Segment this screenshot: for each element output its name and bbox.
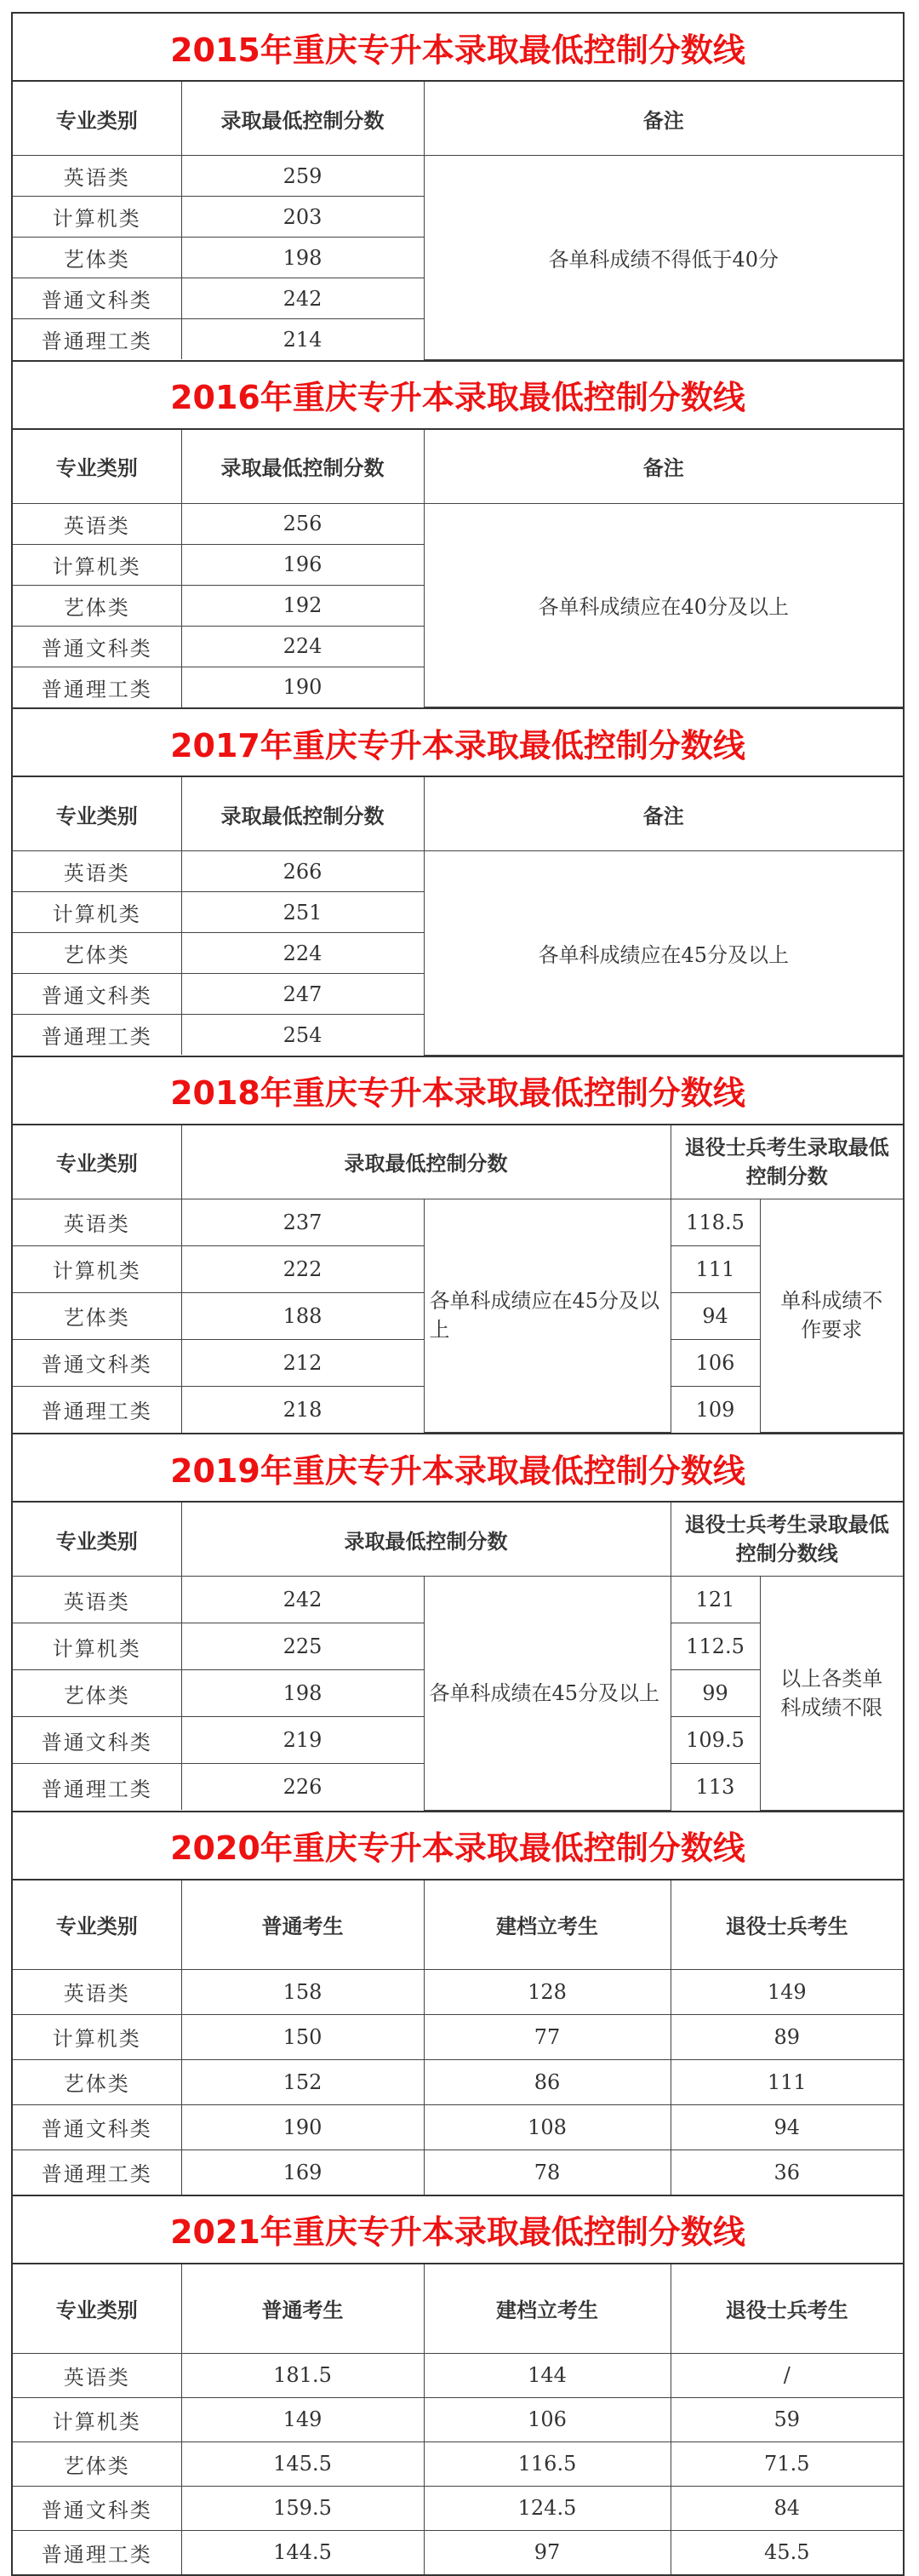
veteran-score-cell: 149 [671, 1969, 903, 2014]
filed-poor-score-cell: 97 [424, 2530, 671, 2574]
filed-poor-score-cell: 124.5 [424, 2486, 671, 2530]
header-cell: 建档立考生 [424, 1880, 671, 1970]
note-cell: 各单科成绩不得低于40分 [424, 156, 903, 360]
score-cell: 224 [181, 626, 424, 667]
veteran-score-cell: 113 [671, 1764, 760, 1811]
filed-poor-score-cell: 144 [424, 2353, 671, 2397]
table-row [13, 851, 903, 892]
category-cell: 普通理工类 [13, 1015, 181, 1056]
veteran-score-cell: 109.5 [671, 1717, 760, 1764]
score-table [13, 777, 903, 1056]
filed-poor-score-cell: 128 [424, 1969, 671, 2014]
regular-score-cell: 145.5 [181, 2441, 424, 2486]
table-row [13, 2397, 903, 2441]
table-row [13, 2486, 903, 2530]
table-header-row [13, 1125, 903, 1199]
header-cell: 专业类别 [13, 430, 181, 504]
section-title: 2016年重庆专升本录取最低控制分数线 [13, 362, 903, 430]
score-cell: 259 [181, 156, 424, 197]
section-2019 [11, 1433, 905, 1811]
score-cell: 212 [181, 1339, 424, 1386]
category-cell: 普通理工类 [13, 2150, 181, 2195]
category-cell: 普通文科类 [13, 1339, 181, 1386]
section-title: 2019年重庆专升本录取最低控制分数线 [13, 1434, 903, 1503]
table-header-row [13, 2264, 903, 2354]
category-cell: 英语类 [13, 851, 181, 892]
score-cell: 214 [181, 319, 424, 360]
header-cell: 专业类别 [13, 1880, 181, 1970]
regular-score-cell: 159.5 [181, 2486, 424, 2530]
section-title: 2021年重庆专升本录取最低控制分数线 [13, 2196, 903, 2264]
score-cell: 218 [181, 1386, 424, 1433]
category-cell: 艺体类 [13, 1670, 181, 1717]
table-row [13, 2530, 903, 2574]
category-cell: 艺体类 [13, 2441, 181, 2486]
score-cell: 224 [181, 933, 424, 974]
veteran-score-cell: 106 [671, 1339, 760, 1386]
veteran-score-cell: 71.5 [671, 2441, 903, 2486]
category-cell: 计算机类 [13, 2014, 181, 2059]
header-cell: 录取最低控制分数 [181, 82, 424, 156]
score-cell: 237 [181, 1199, 424, 1245]
veteran-score-cell: 89 [671, 2014, 903, 2059]
section-title: 2020年重庆专升本录取最低控制分数线 [13, 1812, 903, 1880]
category-cell: 普通文科类 [13, 1717, 181, 1764]
table-row [13, 503, 903, 544]
header-cell: 普通考生 [181, 2264, 424, 2354]
score-cell: 256 [181, 503, 424, 544]
score-cell: 266 [181, 851, 424, 892]
category-cell: 计算机类 [13, 1245, 181, 1292]
category-cell: 英语类 [13, 2353, 181, 2397]
score-cell: 225 [181, 1623, 424, 1670]
category-cell: 计算机类 [13, 197, 181, 238]
table-header-row [13, 1880, 903, 1970]
veteran-score-cell: / [671, 2353, 903, 2397]
header-cell: 普通考生 [181, 1880, 424, 1970]
filed-poor-score-cell: 106 [424, 2397, 671, 2441]
score-cell: 242 [181, 278, 424, 319]
section-2021 [11, 2195, 905, 2576]
filed-poor-score-cell: 78 [424, 2150, 671, 2195]
header-cell: 录取最低控制分数 [181, 430, 424, 504]
veteran-score-cell: 45.5 [671, 2530, 903, 2574]
category-cell: 普通理工类 [13, 1386, 181, 1433]
table-row [13, 2150, 903, 2195]
table-row [13, 2104, 903, 2150]
table-row [13, 1969, 903, 2014]
veteran-score-cell: 59 [671, 2397, 903, 2441]
table-row [13, 1577, 903, 1623]
veteran-score-cell: 99 [671, 1670, 760, 1717]
table-header-row [13, 430, 903, 504]
veteran-score-cell: 112.5 [671, 1623, 760, 1670]
veteran-score-cell: 121 [671, 1577, 760, 1623]
section-title: 2015年重庆专升本录取最低控制分数线 [13, 14, 903, 82]
score-cell: 196 [181, 544, 424, 585]
score-table [13, 1503, 903, 1811]
filed-poor-score-cell: 86 [424, 2059, 671, 2104]
veteran-score-cell: 109 [671, 1386, 760, 1433]
section-2015 [11, 12, 905, 360]
score-cell: 219 [181, 1717, 424, 1764]
section-2017 [11, 707, 905, 1056]
table-row [13, 1199, 903, 1245]
veteran-score-cell: 94 [671, 1292, 760, 1339]
score-tables-page [11, 12, 905, 2576]
regular-score-cell: 149 [181, 2397, 424, 2441]
veteran-score-cell: 111 [671, 2059, 903, 2104]
header-cell: 退役士兵考生 [671, 2264, 903, 2354]
regular-score-cell: 152 [181, 2059, 424, 2104]
section-title: 2017年重庆专升本录取最低控制分数线 [13, 709, 903, 777]
header-cell: 专业类别 [13, 1125, 181, 1199]
table-row [13, 2441, 903, 2486]
category-cell: 普通理工类 [13, 319, 181, 360]
category-cell: 计算机类 [13, 1623, 181, 1670]
score-cell: 188 [181, 1292, 424, 1339]
category-cell: 普通文科类 [13, 2104, 181, 2150]
score-cell: 254 [181, 1015, 424, 1056]
section-2020 [11, 1811, 905, 2195]
score-cell: 242 [181, 1577, 424, 1623]
veteran-score-cell: 84 [671, 2486, 903, 2530]
score-cell: 247 [181, 974, 424, 1015]
score-table [13, 1125, 903, 1434]
veteran-score-cell: 118.5 [671, 1199, 760, 1245]
score-table [13, 82, 903, 360]
category-cell: 普通文科类 [13, 2486, 181, 2530]
score-cell: 198 [181, 238, 424, 278]
category-cell: 计算机类 [13, 892, 181, 933]
note-cell: 各单科成绩应在45分及以上 [424, 1199, 671, 1433]
category-cell: 艺体类 [13, 2059, 181, 2104]
category-cell: 普通文科类 [13, 278, 181, 319]
header-cell: 专业类别 [13, 2264, 181, 2354]
category-cell: 英语类 [13, 1577, 181, 1623]
table-header-row [13, 777, 903, 851]
category-cell: 艺体类 [13, 238, 181, 278]
score-cell: 192 [181, 585, 424, 626]
header-cell: 退役士兵考生录取最低控制分数线 [671, 1503, 903, 1577]
category-cell: 英语类 [13, 1969, 181, 2014]
header-cell: 备注 [424, 82, 903, 156]
note-cell: 各单科成绩应在45分及以上 [424, 851, 903, 1056]
header-cell: 录取最低控制分数 [181, 1125, 671, 1199]
veteran-score-cell: 36 [671, 2150, 903, 2195]
category-cell: 英语类 [13, 503, 181, 544]
score-cell: 190 [181, 667, 424, 707]
score-cell: 198 [181, 1670, 424, 1717]
table-row [13, 156, 903, 197]
score-cell: 203 [181, 197, 424, 238]
header-cell: 备注 [424, 777, 903, 851]
section-2016 [11, 360, 905, 708]
table-row [13, 2059, 903, 2104]
header-cell: 专业类别 [13, 777, 181, 851]
category-cell: 英语类 [13, 156, 181, 197]
score-table [13, 2264, 903, 2574]
header-cell: 录取最低控制分数 [181, 777, 424, 851]
category-cell: 英语类 [13, 1199, 181, 1245]
category-cell: 艺体类 [13, 585, 181, 626]
header-cell: 专业类别 [13, 82, 181, 156]
table-header-row [13, 1503, 903, 1577]
filed-poor-score-cell: 108 [424, 2104, 671, 2150]
header-cell: 建档立考生 [424, 2264, 671, 2354]
regular-score-cell: 144.5 [181, 2530, 424, 2574]
category-cell: 普通文科类 [13, 626, 181, 667]
category-cell: 艺体类 [13, 933, 181, 974]
header-cell: 专业类别 [13, 1503, 181, 1577]
header-cell: 退役士兵考生 [671, 1880, 903, 1970]
table-header-row [13, 82, 903, 156]
regular-score-cell: 169 [181, 2150, 424, 2195]
header-cell: 退役士兵考生录取最低控制分数 [671, 1125, 903, 1199]
veteran-note-cell: 单科成绩不作要求 [760, 1199, 903, 1433]
category-cell: 计算机类 [13, 544, 181, 585]
score-cell: 222 [181, 1245, 424, 1292]
category-cell: 艺体类 [13, 1292, 181, 1339]
header-cell: 备注 [424, 430, 903, 504]
table-row [13, 2014, 903, 2059]
veteran-note-cell: 以上各类单科成绩不限 [760, 1577, 903, 1811]
section-2018 [11, 1056, 905, 1434]
score-table [13, 430, 903, 708]
regular-score-cell: 190 [181, 2104, 424, 2150]
category-cell: 计算机类 [13, 2397, 181, 2441]
regular-score-cell: 150 [181, 2014, 424, 2059]
section-title: 2018年重庆专升本录取最低控制分数线 [13, 1057, 903, 1125]
filed-poor-score-cell: 116.5 [424, 2441, 671, 2486]
category-cell: 普通理工类 [13, 667, 181, 707]
veteran-score-cell: 111 [671, 1245, 760, 1292]
veteran-score-cell: 94 [671, 2104, 903, 2150]
score-cell: 251 [181, 892, 424, 933]
score-table [13, 1880, 903, 2195]
category-cell: 普通理工类 [13, 2530, 181, 2574]
header-cell: 录取最低控制分数 [181, 1503, 671, 1577]
category-cell: 普通理工类 [13, 1764, 181, 1811]
note-cell: 各单科成绩应在40分及以上 [424, 503, 903, 707]
filed-poor-score-cell: 77 [424, 2014, 671, 2059]
score-cell: 226 [181, 1764, 424, 1811]
regular-score-cell: 181.5 [181, 2353, 424, 2397]
category-cell: 普通文科类 [13, 974, 181, 1015]
table-row [13, 2353, 903, 2397]
regular-score-cell: 158 [181, 1969, 424, 2014]
note-cell: 各单科成绩在45分及以上 [424, 1577, 671, 1811]
